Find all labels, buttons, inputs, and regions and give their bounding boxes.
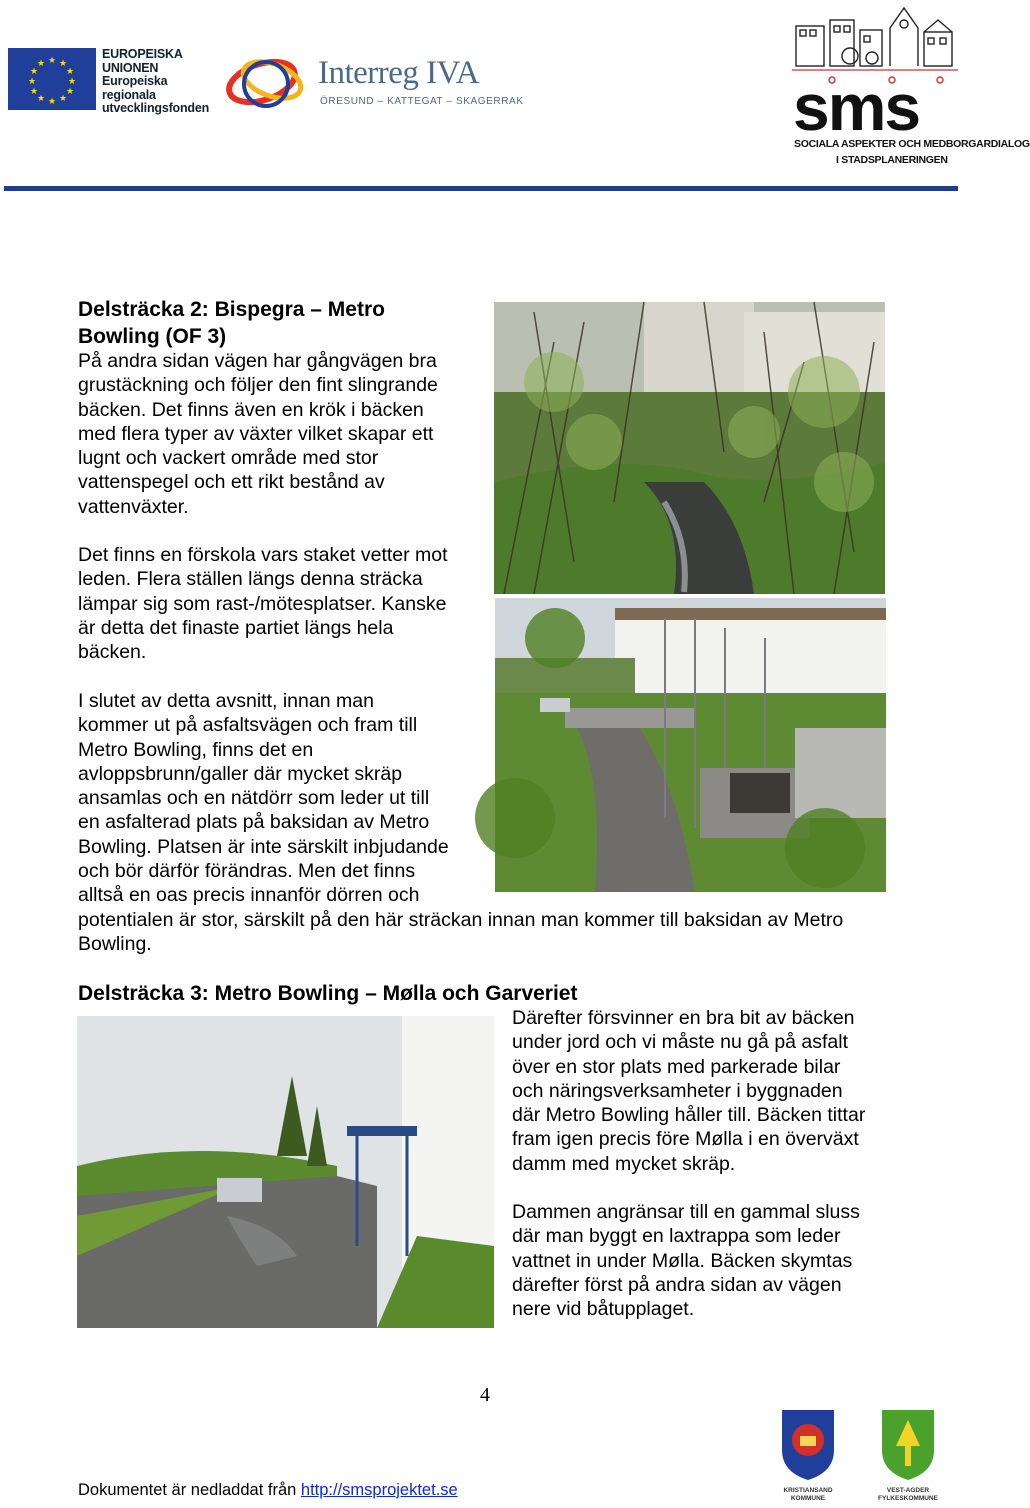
section3-paragraph-1: [512, 1006, 865, 1176]
crest-label: VEST-AGDER FYLKESKOMMUNE: [878, 1487, 938, 1502]
eu-text-line: utvecklingsfonden: [102, 101, 210, 115]
header-divider: [4, 186, 958, 191]
text-line: vattenväxter.: [78, 495, 189, 518]
sms-logo-subtitle: SOCIALA ASPEKTER OCH MEDBORGARDIALOG: [794, 138, 1030, 150]
footer-prefix: Dokumentet är nedladdat från: [78, 1481, 301, 1499]
text-line: över en stor plats med parkerade bilar: [512, 1055, 841, 1078]
text-line: med flera typer av växter vilket skapar ett: [78, 422, 434, 445]
text-line: under jord och vi måste nu gå på asfalt: [512, 1031, 849, 1054]
text-line: I slutet av detta avsnitt, innan man: [78, 690, 374, 712]
text-line: nere vid båtupplaget.: [512, 1298, 695, 1321]
text-line: där man byggt en laxtrappa som leder: [512, 1225, 841, 1248]
text-line: leden. Flera ställen längs denna sträcka: [78, 568, 423, 591]
text-line: vattnet in under Mølla. Bäcken skymtas: [512, 1249, 853, 1272]
section2-paragraph-1: [78, 349, 438, 519]
text-line: därefter först på andra sidan av vägen: [512, 1273, 842, 1296]
parking-lot-photo: [77, 1016, 494, 1328]
text-line: och näringsverksamheter i byggnaden: [512, 1079, 843, 1102]
text-line: På andra sidan vägen har gångvägen bra: [78, 350, 437, 372]
text-line: grustäckning och följer den fint slingrande: [78, 374, 438, 397]
text-line: Därefter försvinner en bra bit av bäcken: [512, 1007, 855, 1029]
svg-text:★: ★: [67, 77, 77, 87]
eu-text-line: EUROPEISKA: [102, 47, 183, 61]
sms-logo-subtitle-2: I STADSPLANERINGEN: [836, 154, 948, 166]
text-line: avloppsbrunn/galler där mycket skräp: [78, 762, 403, 785]
eu-text-line: regionala: [102, 87, 156, 102]
section3-paragraph-2: [512, 1200, 860, 1321]
text-line: Metro Bowling, finns det en: [78, 738, 314, 761]
stream-photo: [494, 302, 885, 594]
text-line: där Metro Bowling håller till. Bäcken tittar: [512, 1104, 866, 1127]
text-line: kommer ut på asfaltsvägen och fram till: [78, 714, 418, 737]
heading-line: Delsträcka 2: Bispegra – Metro: [78, 298, 385, 321]
text-line: fram igen precis före Mølla i en överväxt: [512, 1128, 859, 1151]
heading-line: Bowling (OF 3): [78, 325, 227, 348]
svg-text:★: ★: [47, 56, 57, 66]
eu-text-line: Europeiska: [102, 74, 168, 88]
text-line: bäcken. Det finns även en krök i bäcken: [78, 398, 424, 421]
eu-text-line: UNIONEN: [102, 60, 159, 75]
footer-source: [78, 1481, 458, 1500]
svg-text:★: ★: [29, 87, 39, 97]
svg-text:★: ★: [65, 67, 75, 77]
svg-text:★: ★: [58, 94, 68, 104]
section3-heading: Delsträcka 3: Metro Bowling – Mølla och Garveriet: [78, 982, 578, 1005]
interreg-swirl-icon: [222, 52, 314, 110]
text-line: alltså en oas precis innanför dörren och: [78, 884, 420, 907]
page-number: 4: [480, 1384, 490, 1406]
path-fence-photo: [495, 598, 886, 892]
svg-text:★: ★: [65, 87, 75, 97]
crest-label: KRISTIANSAND KOMMUNE: [783, 1487, 833, 1502]
section2-heading: [78, 296, 385, 350]
source-link[interactable]: http://smsprojektet.se: [300, 1481, 458, 1499]
text-line: är detta det finaste partiet längs hela: [78, 616, 394, 639]
svg-text:★: ★: [27, 77, 37, 87]
text-line: en asfalterad plats på baksidan av Metro: [78, 811, 430, 834]
eu-logo-text: [102, 48, 209, 116]
svg-text:★: ★: [36, 59, 46, 69]
text-line: Bowling. Platsen är inte särskilt inbjudande: [78, 835, 449, 858]
eu-flag-icon: [8, 48, 96, 110]
section2-paragraph-2: [78, 543, 448, 664]
interreg-name: Interreg IVA: [318, 55, 480, 91]
text-line: damm med mycket skräp.: [512, 1152, 736, 1175]
text-line: lämpar sig som rast-/mötesplatser. Kanske: [78, 592, 447, 615]
text-line: ansamlas och en nätdörr som leder ut till: [78, 787, 430, 810]
text-line: Bowling.: [78, 932, 152, 955]
text-line: potentialen är stor, särskilt på den här sträckan innan man kommer till baksidan av Metro: [78, 908, 844, 931]
text-line: Det finns en förskola vars staket vetter mot: [78, 544, 448, 566]
text-line: Dammen angränsar till en gammal sluss: [512, 1201, 860, 1223]
svg-text:★: ★: [29, 67, 39, 77]
kristiansand-crest-icon: [776, 1406, 840, 1502]
svg-text:★: ★: [36, 94, 46, 104]
text-line: lugnt och vackert område med stor: [78, 447, 379, 470]
svg-text:★: ★: [58, 59, 68, 69]
text-line: och bör därför förändras. Men det finns: [78, 860, 416, 883]
interreg-subtitle: ÖRESUND – KATTEGAT – SKAGERRAK: [320, 96, 524, 107]
text-line: bäcken.: [78, 641, 147, 664]
svg-text:★: ★: [47, 97, 57, 107]
vest-agder-crest-icon: [876, 1406, 940, 1502]
sms-logo-word: sms: [793, 70, 920, 144]
text-line: vattenspegel och ett rikt bestånd av: [78, 471, 385, 494]
